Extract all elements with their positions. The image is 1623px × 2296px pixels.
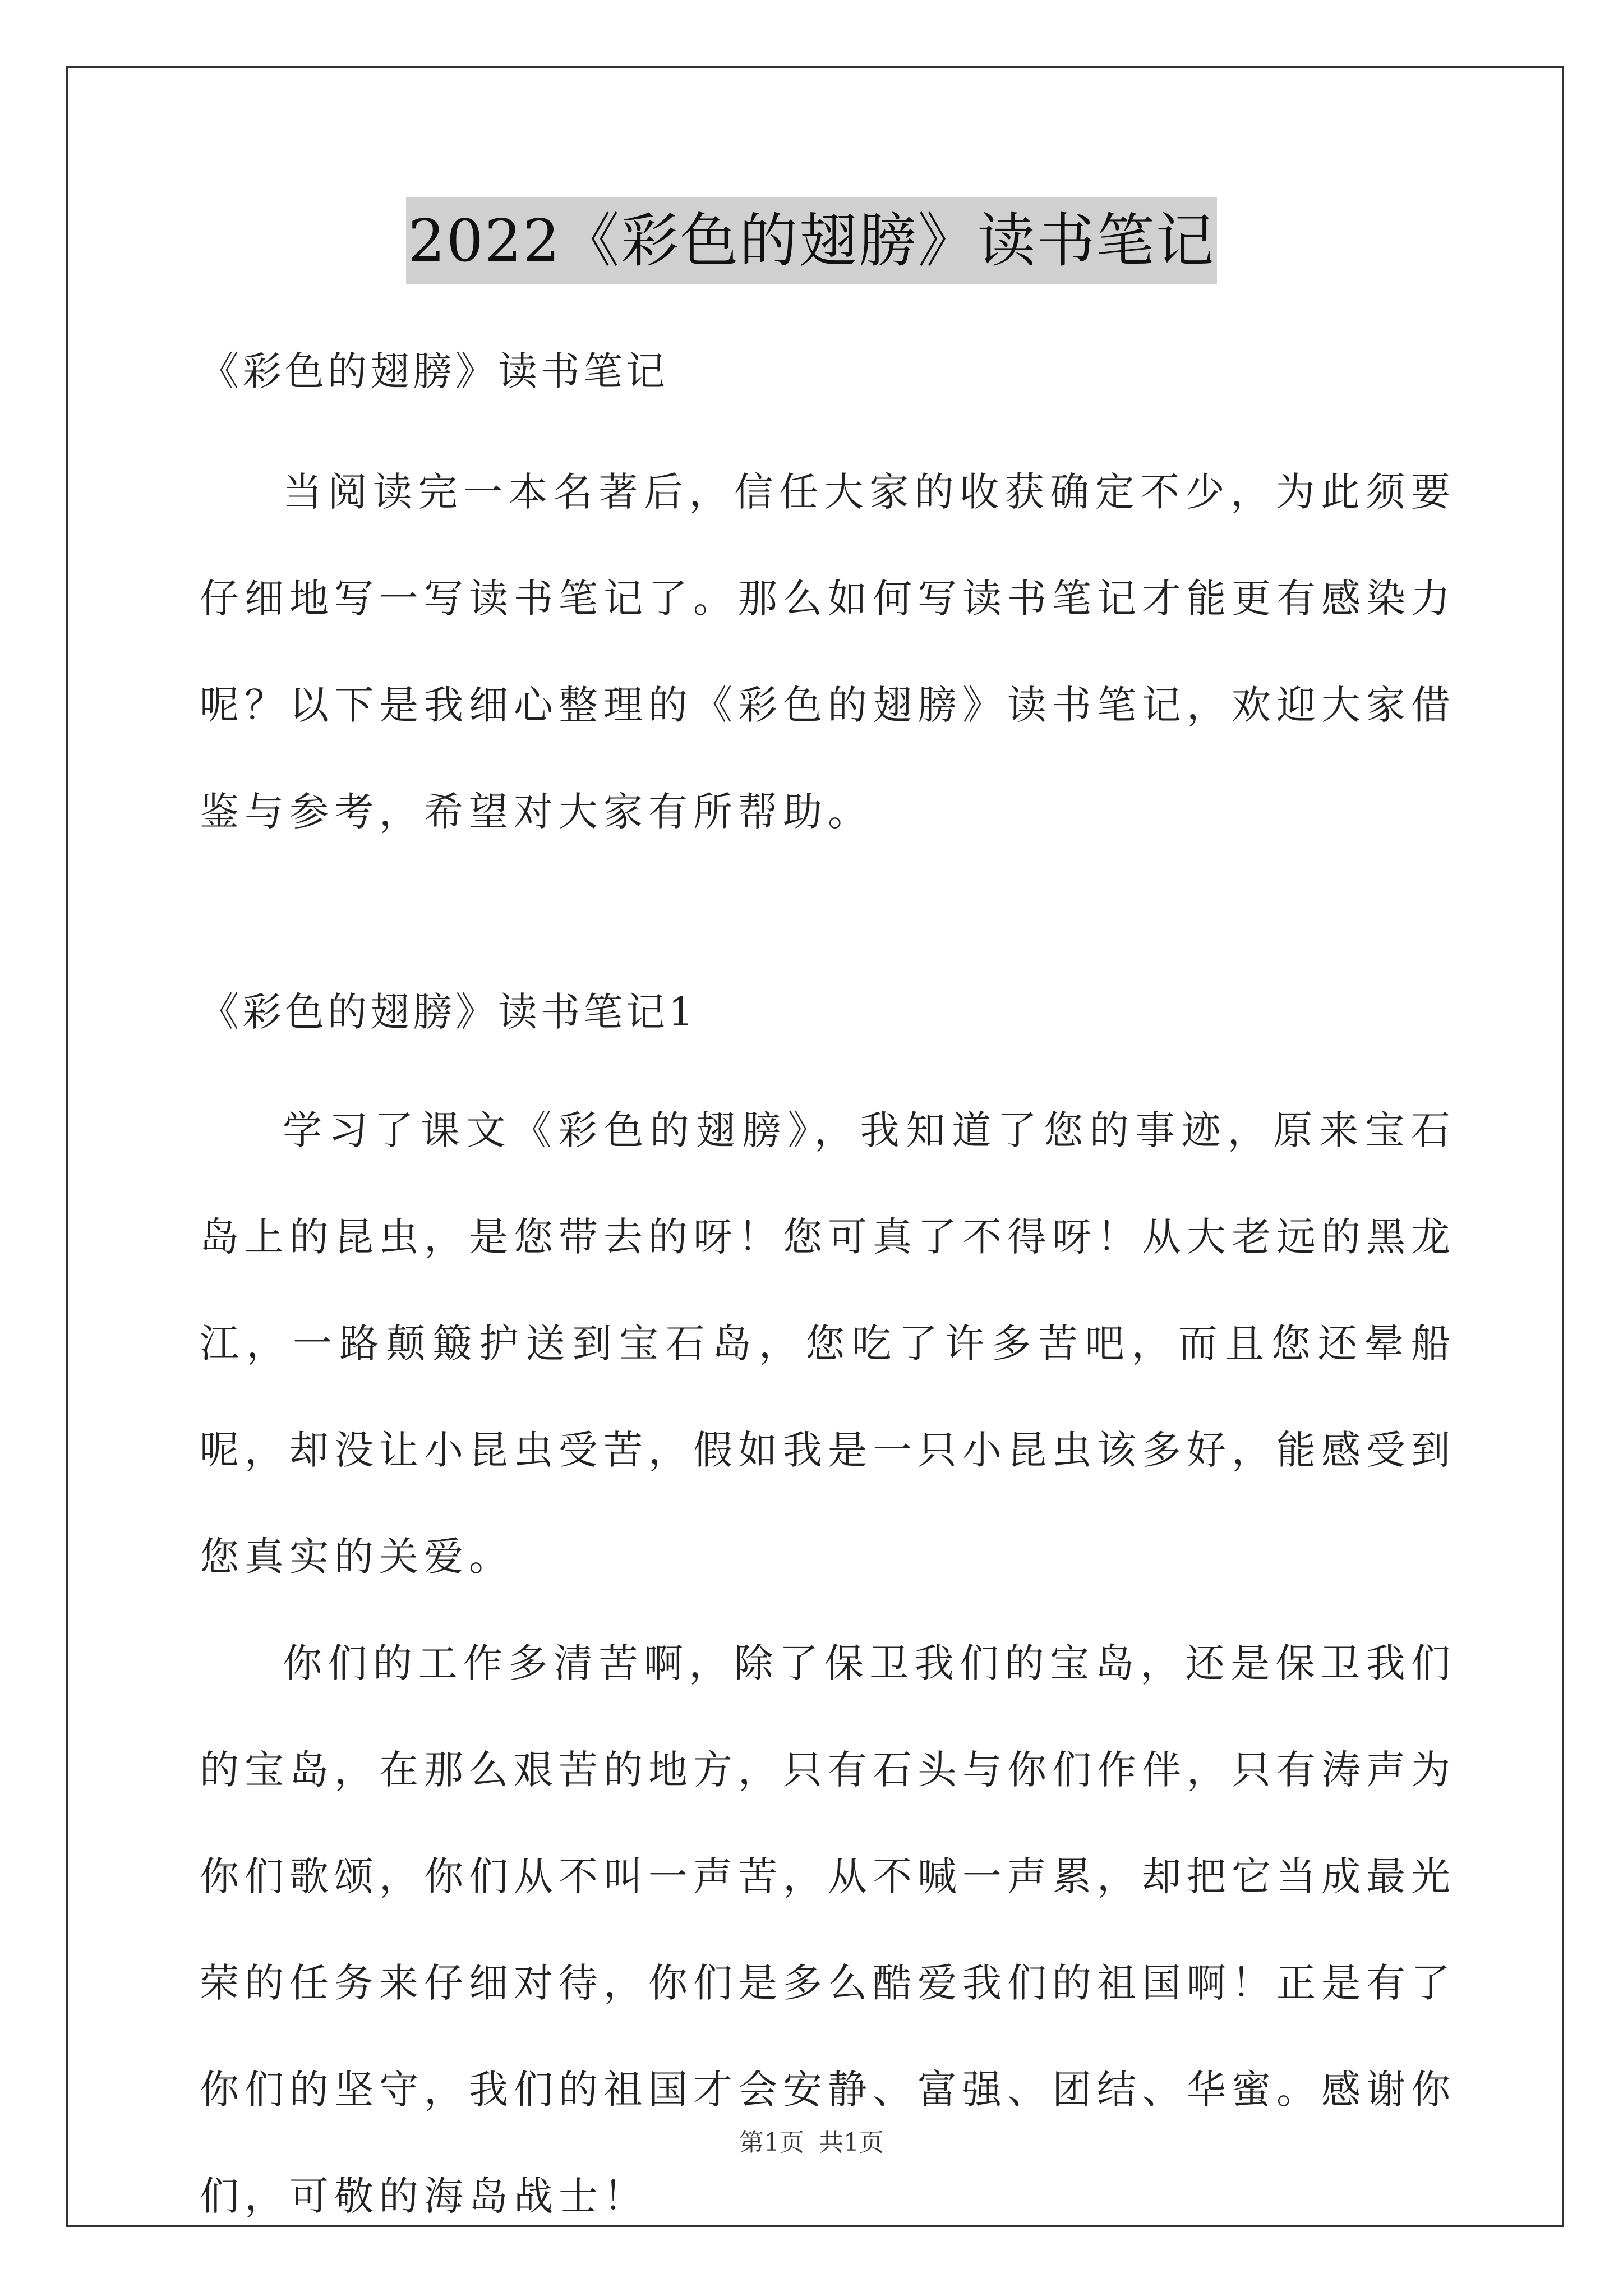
page-total: 共1页 <box>819 2128 884 2157</box>
spacer <box>200 865 1456 985</box>
document-title: 2022《彩色的翅膀》读书笔记 <box>406 197 1218 284</box>
page-number: 第1页 <box>739 2128 804 2157</box>
body-paragraph: 你们的工作多清苦啊，除了保卫我们的宝岛，还是保卫我们的宝岛，在那么艰苦的地方，只有石头与你们作伴，只有涛声为你们歌颂，你们从不叫一声苦，从不喊一声累，却把它当成最光荣的任务来仔细对待，你们是多么酷爱我们的祖国啊！正是有了你们的坚守，我们的祖国才会安静、富强、团结、华蜜。感谢你们，可敬的海岛战士！ <box>200 1640 1456 2219</box>
spacer <box>200 398 1456 439</box>
document-body <box>200 344 1456 2249</box>
page-footer <box>0 2126 1623 2160</box>
body-paragraph: 学习了课文《彩色的翅膀》，我知道了您的事迹，原来宝石岛上的昆虫，是您带去的呀！您可真了不得呀！从大老远的黑龙江，一路颠簸护送到宝石岛，您吃了许多苦吧，而且您还晕船呢，却没让小昆虫受苦，假如我是一只小昆虫该多好，能感受到您真实的关爱。 <box>200 1107 1456 1580</box>
spacer <box>200 1039 1456 1077</box>
section-heading: 《彩色的翅膀》读书笔记1 <box>200 989 697 1035</box>
intro-heading: 《彩色的翅膀》读书笔记 <box>200 348 668 394</box>
intro-paragraph: 当阅读完一本名著后，信任大家的收获确定不少，为此须要仔细地写一写读书笔记了。那么如何写读书笔记才能更有感染力呢？以下是我细心整理的《彩色的翅膀》读书笔记，欢迎大家借鉴与参考，希望对大家有所帮助。 <box>200 469 1456 835</box>
title-container <box>0 197 1623 284</box>
